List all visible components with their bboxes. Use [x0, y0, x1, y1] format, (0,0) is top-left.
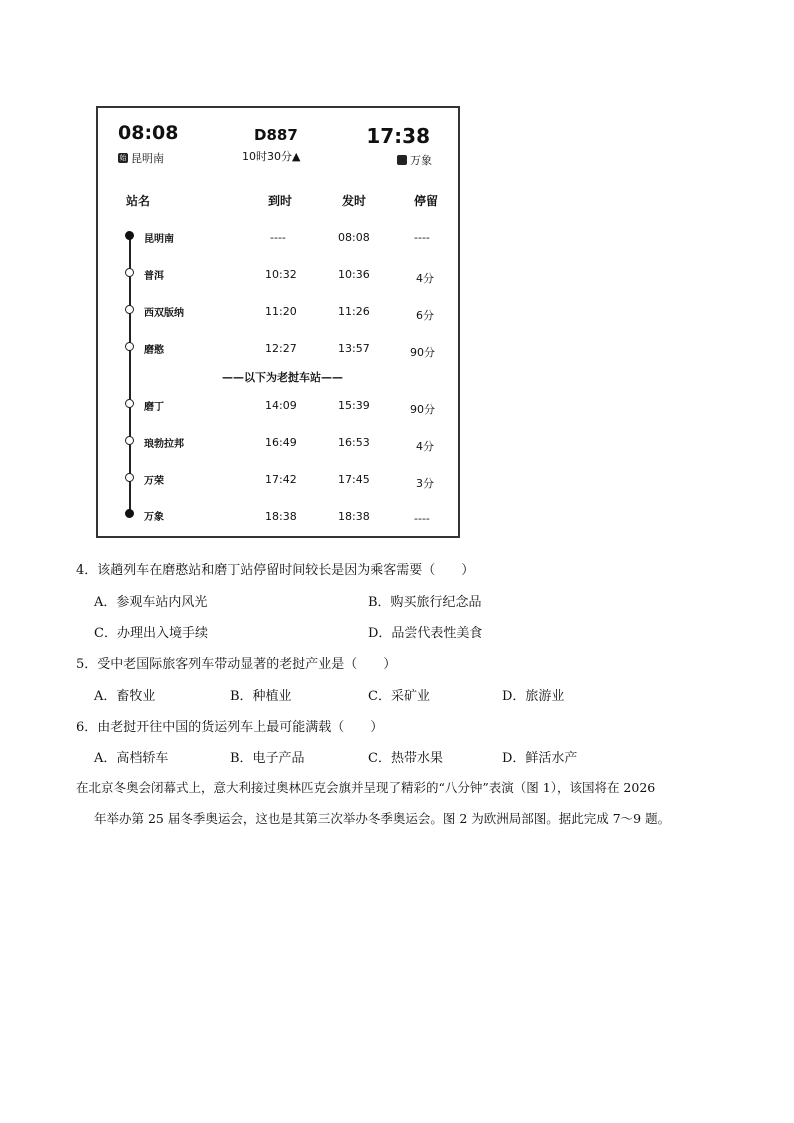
- depart-time: 11:26: [338, 305, 370, 318]
- stop-duration: 90分: [410, 403, 435, 416]
- stop-duration: 4分: [416, 440, 434, 453]
- stop-duration: 4分: [416, 272, 434, 285]
- station-name: 昆明南: [144, 234, 174, 245]
- question-6-option-b: B．电子产品: [230, 751, 305, 766]
- arrive-time: 11:20: [265, 305, 297, 318]
- departure-time: 08:08: [118, 122, 179, 144]
- arrival-time: 17:38: [366, 124, 430, 148]
- arrive-time: 16:49: [265, 436, 297, 449]
- intro-line-1: 在北京冬奥会闭幕式上，意大利接过奥林匹克会旗并呈现了精彩的“八分钟”表演（图 1），该国将在 2026: [76, 780, 656, 795]
- start-badge-icon: 始: [119, 154, 127, 162]
- stop-duration: 3分: [416, 477, 434, 490]
- depart-time: 10:36: [338, 268, 370, 281]
- stop-duration: 6分: [416, 309, 434, 322]
- arrive-time: 17:42: [265, 473, 297, 486]
- trip-duration: 10时30分▲: [242, 150, 301, 163]
- depart-time: 17:45: [338, 473, 370, 486]
- question-5-option-c: C．采矿业: [368, 689, 430, 704]
- departure-station-name: 昆明南: [131, 152, 164, 165]
- station-dot: [125, 473, 134, 482]
- header-depart: 发时: [342, 194, 367, 208]
- question-4-option-b: B．购买旅行纪念品: [368, 595, 482, 610]
- stop-duration: ----: [414, 512, 430, 525]
- arrive-time: 12:27: [265, 342, 297, 355]
- arrive-time: 10:32: [265, 268, 297, 281]
- header-stop: 停留: [414, 194, 439, 208]
- departure-station: [118, 150, 164, 166]
- station-name: 西双版纳: [144, 308, 184, 319]
- depart-time: 16:53: [338, 436, 370, 449]
- depart-time: 18:38: [338, 510, 370, 523]
- stop-duration: ----: [414, 231, 430, 244]
- station-dot: [125, 509, 134, 518]
- question-6-option-d: D．鲜活水产: [502, 751, 578, 766]
- station-dot: [125, 399, 134, 408]
- arrive-time: 14:09: [265, 399, 297, 412]
- timetable-figure: [96, 106, 460, 538]
- train-number: D887: [254, 126, 298, 144]
- depart-time: 08:08: [338, 231, 370, 244]
- header-arrive: 到时: [268, 194, 293, 208]
- station-name: 磨憨: [144, 345, 164, 356]
- station-name: 普洱: [144, 271, 164, 282]
- arrival-station: [397, 152, 432, 168]
- station-dot: [125, 268, 134, 277]
- depart-time: 15:39: [338, 399, 370, 412]
- question-6-option-a: A．高档轿车: [94, 751, 169, 766]
- station-name: 琅勃拉邦: [144, 439, 184, 450]
- depart-time: 13:57: [338, 342, 370, 355]
- station-dot: [125, 436, 134, 445]
- header-station: 站名: [126, 194, 151, 208]
- question-6-option-c: C．热带水果: [368, 751, 443, 766]
- question-5-option-b: B．种植业: [230, 689, 292, 704]
- station-dot: [125, 342, 134, 351]
- question-4-option-d: D．品尝代表性美食: [368, 626, 483, 641]
- arrival-station-name: 万象: [410, 154, 432, 167]
- station-dot: [125, 231, 134, 240]
- stop-duration: 90分: [410, 346, 435, 359]
- station-name: 磨丁: [144, 402, 164, 413]
- question-4-option-c: C．办理出入境手续: [94, 626, 208, 641]
- question-5-stem: 5．受中老国际旅客列车带动显著的老挝产业是（ ）: [76, 657, 397, 672]
- station-dot: [125, 305, 134, 314]
- end-badge-icon: [397, 155, 407, 165]
- question-5-option-d: D．旅游业: [502, 689, 565, 704]
- arrive-time: ----: [270, 231, 286, 244]
- intro-line-2: 年举办第 25 届冬季奥运会，这也是其第三次举办冬季奥运会。图 2 为欧洲局部图。据此完成 7～9 题。: [94, 811, 671, 826]
- station-name: 万荣: [144, 476, 164, 487]
- question-5-option-a: A．畜牧业: [94, 689, 156, 704]
- laos-border-note: ——以下为老挝车站——: [222, 371, 343, 384]
- question-4-stem: 4．该趟列车在磨憨站和磨丁站停留时间较长是因为乘客需要（ ）: [76, 563, 475, 578]
- question-4-option-a: A．参观车站内风光: [94, 595, 208, 610]
- arrive-time: 18:38: [265, 510, 297, 523]
- question-6-stem: 6．由老挝开往中国的货运列车上最可能满载（ ）: [76, 720, 384, 735]
- station-name: 万象: [144, 512, 164, 523]
